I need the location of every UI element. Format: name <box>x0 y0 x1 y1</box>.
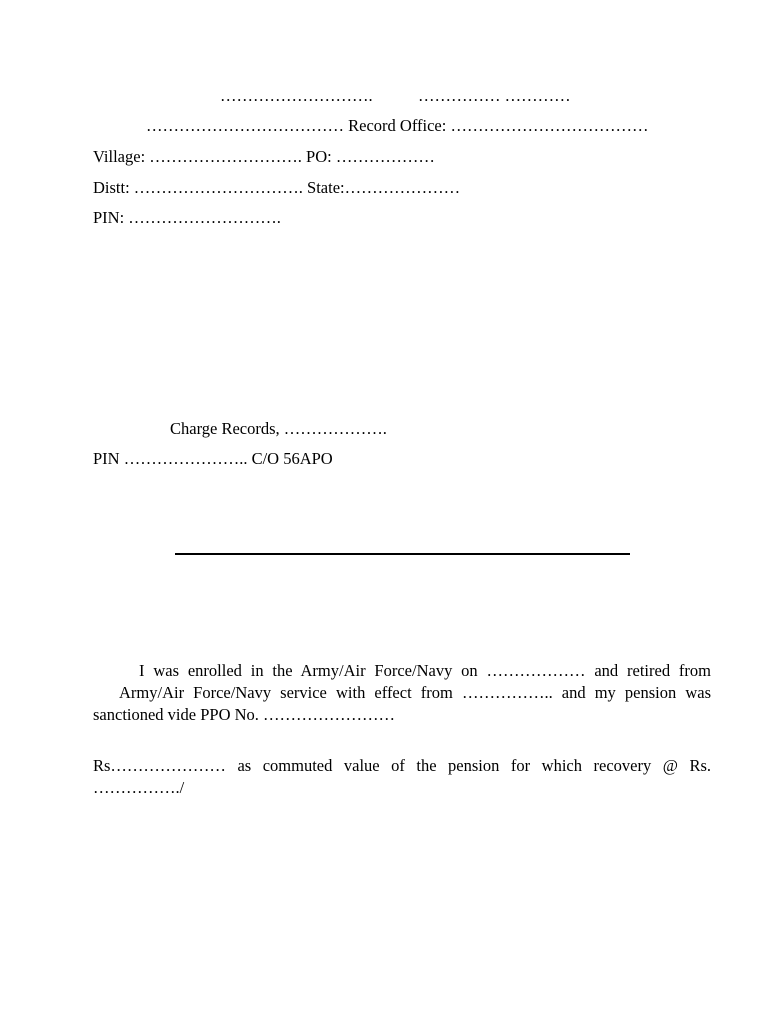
record-office-line: ……………………………… Record Office: ……………………………… <box>146 116 649 135</box>
charge-records-line: Charge Records, ………………. <box>170 419 387 438</box>
enrollment-line-2: Army/Air Force/Navy service with effect from …………….. and my pension was <box>119 683 711 702</box>
pin-apo-line: PIN ………………….. C/O 56APO <box>93 449 333 468</box>
enrollment-paragraph <box>93 660 711 726</box>
header-dots-line: ………………………. …………… ………… <box>220 86 571 105</box>
commuted-paragraph <box>93 755 711 799</box>
enrollment-line-1: I was enrolled in the Army/Air Force/Navy on ……………… and retired from <box>139 661 711 680</box>
enrollment-line-3: sanctioned vide PPO No. …………………… <box>93 705 396 724</box>
distt-state-line: Distt: …………………………. State:………………… <box>93 178 461 197</box>
commuted-line-1: Rs………………… as commuted value of the pension for which recovery @ Rs. <box>93 756 711 775</box>
subject-rule <box>175 553 630 555</box>
pin-line: PIN: ………………………. <box>93 208 281 227</box>
commuted-line-2: ……………./ <box>93 778 185 797</box>
village-po-line: Village: ………………………. PO: ……………… <box>93 147 435 166</box>
